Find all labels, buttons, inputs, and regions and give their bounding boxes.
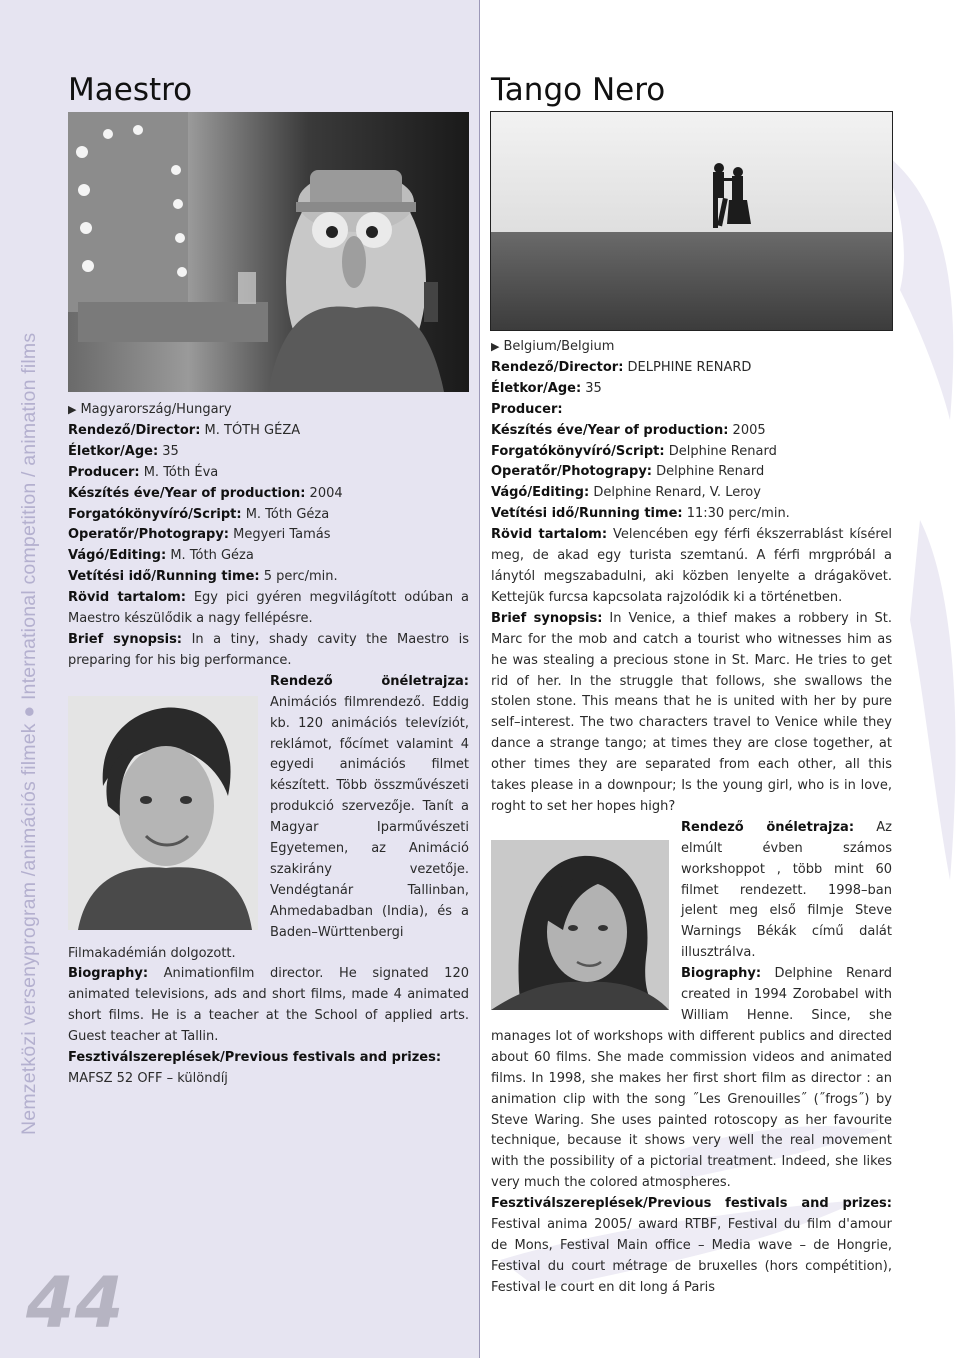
maestro-runtime-line: Vetítési idő/Running time: 5 perc/min. bbox=[68, 569, 338, 585]
maestro-producer-line: Producer: M. Tóth Éva bbox=[68, 464, 219, 480]
tango-bio-hu: Rendező önéletrajza: Az elmúlt évben számos workshoppot , több mint 60 filmet rendezett. 1998–ban jelent meg első filmje Steve Warnings Békák című dalát illusztrálva. bbox=[681, 819, 892, 961]
tango-title: Tango Nero bbox=[491, 72, 666, 108]
maestro-synopsis-en: Brief synopsis: In a tiny, shady cavity the Maestro is preparing for his big performance. bbox=[68, 631, 470, 668]
maestro-year-line: Készítés éve/Year of production: 2004 bbox=[68, 485, 343, 501]
maestro-title: Maestro bbox=[68, 72, 193, 108]
tango-details bbox=[491, 337, 892, 1299]
maestro-details bbox=[68, 400, 469, 1090]
maestro-festivals: Fesztiválszereplések/Previous festivals and prizes: MAFSZ 52 OFF – különdíj bbox=[68, 1050, 442, 1086]
maestro-script-line: Forgatókönyvíró/Script: M. Tóth Géza bbox=[68, 506, 330, 522]
tango-year-line: Készítés éve/Year of production: 2005 bbox=[491, 422, 766, 438]
tango-country: Belgium/Belgium bbox=[503, 339, 615, 354]
maestro-editing-line: Vágó/Editing: M. Tóth Géza bbox=[68, 548, 254, 564]
maestro-bio-en: Biography: Animationfilm director. He signated 120 animated televisions, ads and short films, made 4 animated short films. He is a teacher at the School of applied arts. Guest teacher at Tallin. bbox=[68, 966, 469, 1045]
maestro-country: Magyarország/Hungary bbox=[80, 402, 232, 417]
tango-bio-en: Biography: Delphine Renard created in 1994 Zorobabel with William Henne. Since, she manages lot of workshops with different publics and directed about 60 films. She made commission videos and animated films. In 1998, she makes her first short film as director : an animation clip with the song ˝Les Grenouilles˝ (˝frogs˝) by Steve Waring. She uses painted rotoscopy as her favourite technique, because it shows very well the real movement with the possibility of a pictorial treatment. Indeed, she likes very much the colored atmospheres. bbox=[491, 966, 892, 1191]
page-number: 44 bbox=[26, 1262, 124, 1344]
tango-still-image bbox=[491, 112, 892, 330]
maestro-synopsis-hu: Rövid tartalom: Egy pici gyéren megvilágított odúban a Maestro készülődik a nagy fellépésre. bbox=[68, 590, 469, 627]
tango-script-line: Forgatókönyvíró/Script: Delphine Renard bbox=[491, 443, 777, 459]
triangle-bullet-icon: ▶ bbox=[491, 340, 500, 353]
tango-director-line: Rendező/Director: DELPHINE RENARD bbox=[491, 359, 752, 375]
tango-runtime-line: Vetítési idő/Running time: 11:30 perc/min. bbox=[491, 506, 790, 522]
tango-age-line: Életkor/Age: 35 bbox=[491, 380, 602, 396]
tango-festivals: Fesztiválszereplések/Previous festivals and prizes: Festival anima 2005/ award RTBF, Festival du film d'amour de Mons, Festival Main office – Media wave – de Hongrie, Festival du court métrage de bruxelles (hors compétition), Festival le court en dit long á Paris bbox=[491, 1196, 892, 1295]
triangle-bullet-icon: ▶ bbox=[68, 403, 77, 416]
maestro-director-portrait bbox=[68, 696, 258, 930]
maestro-bio-hu: Rendező önéletrajza: Animációs filmrendező. Eddig kb. 120 animációs televíziót, reklámot, főcímet valamint 4 egyedi animációs filmet készített. Több összművészeti produkció szervezője. Tanít a Magyar Iparművészeti Egyetemen, az Animáció szakirány vezetője. Vendégtanár Tallinban, Ahmedabadban (India), és a Baden–Württenbergi Filmakadémián dolgozott. bbox=[68, 673, 469, 961]
tango-producer-line: Producer: bbox=[491, 401, 563, 417]
maestro-director-line: Rendező/Director: M. TÓTH GÉZA bbox=[68, 422, 301, 438]
side-banner: Nemzetközi versenyprogram /animációs filmek ● International competition / animation films bbox=[18, 332, 40, 1135]
maestro-age-line: Életkor/Age: 35 bbox=[68, 443, 179, 459]
tango-country-line bbox=[491, 337, 892, 358]
maestro-photography-line: Operatőr/Photograpy: Megyeri Tamás bbox=[68, 527, 331, 543]
maestro-country-line bbox=[68, 400, 469, 421]
tango-synopsis-hu: Rövid tartalom: Velencében egy férfi ékszerrablást kísérel meg, de akad egy turista szemtanú. A férfi mrgpróbál a lánytól megszabadulni, aki közben lenyelte a drágakövet. Kettejük furcsa kapcsolata rajzolódik ki a történetben. bbox=[491, 527, 892, 605]
tango-synopsis-en: Brief synopsis: In Venice, a thief makes a robbery in St. Marc for the mob and catch a tourist who witnesses him as he was stealing a precious stone in St. Marc. He tries to get rid of her. In the struggle that follows, she swallows the stolen stone. This means that he is united with her by pure self–interest. The two characters travel to Venice while they dance a strange tango; at times they are close together, at other times they are separated from each other, all this takes please in a downpour; Is the young girl, who is in love, roght to set her hopes high? bbox=[491, 610, 893, 814]
tango-director-portrait bbox=[491, 840, 669, 1010]
tango-editing-line: Vágó/Editing: Delphine Renard, V. Leroy bbox=[491, 485, 761, 501]
tango-photography-line: Operatőr/Photograpy: Delphine Renard bbox=[491, 464, 765, 480]
maestro-still-image bbox=[68, 112, 469, 392]
